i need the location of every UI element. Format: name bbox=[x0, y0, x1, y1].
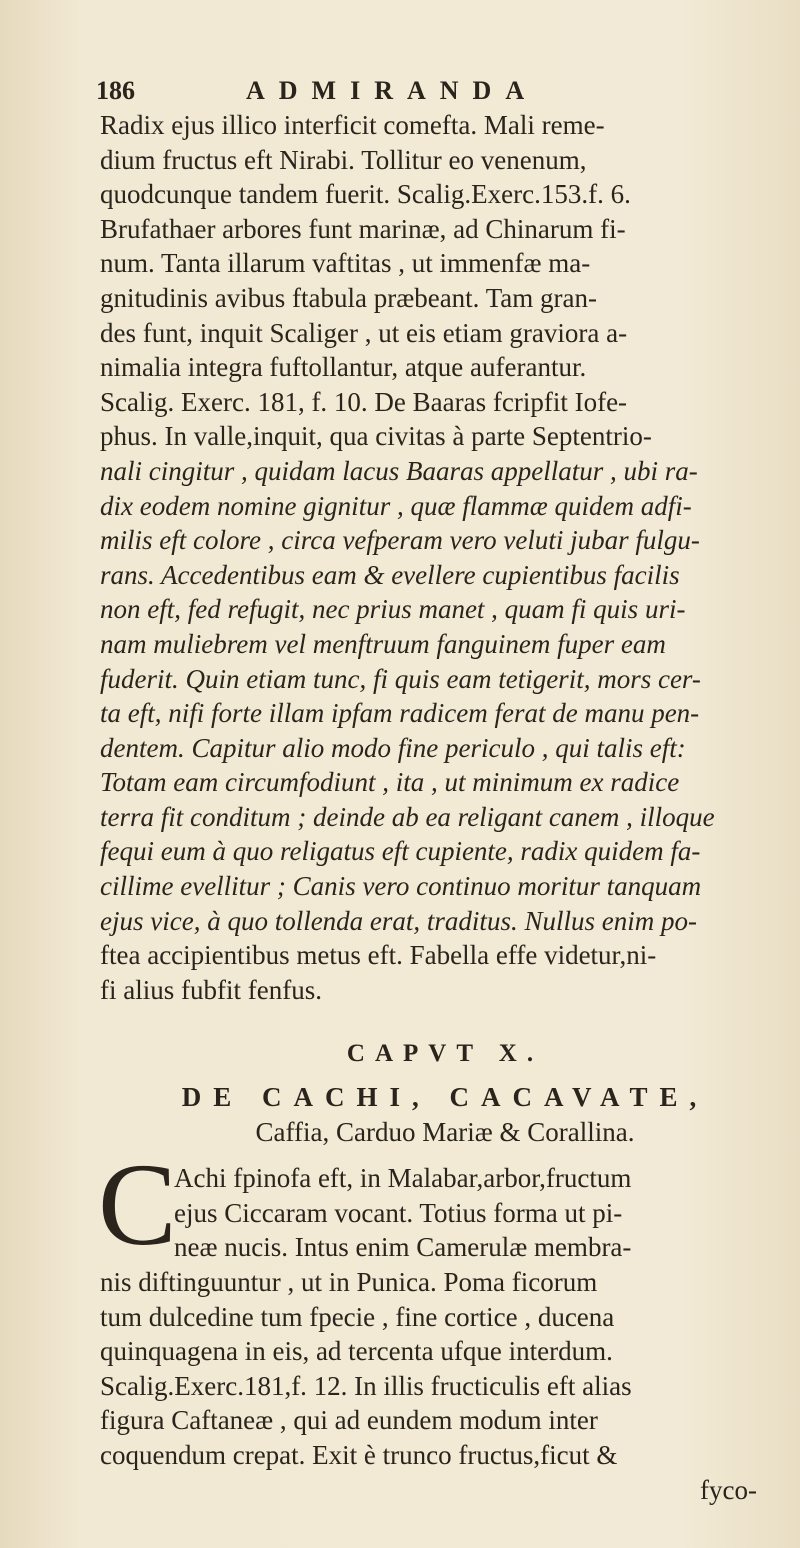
text-line: dium fructus eft Nirabi. Tollitur eo venenum, bbox=[100, 144, 587, 175]
text-line: num. Tanta illarum vaftitas , ut immenfæ ma- bbox=[100, 248, 591, 279]
catchword: fyco- bbox=[700, 1474, 757, 1505]
text-line: fequi eum à quo religatus eft cupiente, radix quidem fa- bbox=[100, 836, 701, 867]
text-line: fi alius fubfit fenfus. bbox=[100, 974, 322, 1005]
text-line: coquendum crepat. Exit è trunco fructus,ficut & bbox=[100, 1439, 618, 1470]
text-line: dix eodem nomine gignitur , quæ flammæ quidem adfi- bbox=[100, 490, 692, 521]
text-line: ta eft, nifi forte illam ipfam radicem ferat de manu pen- bbox=[100, 698, 700, 729]
text-line: milis eft colore , circa vefperam vero veluti jubar fulgu- bbox=[100, 525, 700, 556]
text-line: nis diftinguuntur , ut in Punica. Poma ficorum bbox=[100, 1267, 598, 1297]
text-line: fuderit. Quin etiam tunc, fi quis eam tetigerit, mors cer- bbox=[100, 663, 701, 694]
text-line: quinquagena in eis, ad tercenta ufque interdum. bbox=[100, 1336, 613, 1367]
text-line: Achi fpinofa eft, in Malabar,arbor,fructum bbox=[174, 1163, 632, 1194]
text-line: Scalig.Exerc.181,f. 12. In illis fructiculis eft alias bbox=[100, 1370, 632, 1401]
text-line: ftea accipientibus metus eft. Fabella effe videtur,ni- bbox=[100, 940, 657, 971]
text-line: nali cingitur , quidam lacus Baaras appellatur , ubi ra- bbox=[100, 455, 698, 486]
text-block bbox=[100, 108, 790, 1507]
text-line: phus. In valle,inquit, qua civitas à parte Septentrio- bbox=[100, 421, 652, 452]
chapter-heading: CAPVT X. bbox=[346, 1040, 544, 1068]
text-line: rans. Accedentibus eam & evellere cupientibus facilis bbox=[100, 559, 680, 590]
text-line: Scalig. Exerc. 181, f. 10. De Baaras fcripfit Iofe- bbox=[100, 386, 628, 417]
text-line: nimalia integra fuftollantur, atque auferantur. bbox=[100, 352, 587, 383]
text-line: tum dulcedine tum fpecie , fine cortice , ducena bbox=[100, 1301, 615, 1332]
text-line: ejus vice, à quo tollenda erat, traditus. Nullus enim po- bbox=[100, 905, 697, 936]
text-line: ejus Ciccaram vocant. Totius forma ut pi- bbox=[174, 1197, 623, 1228]
running-head bbox=[96, 76, 736, 106]
text-line: terra fit conditum ; deinde ab ea religant canem , illoque bbox=[100, 801, 715, 832]
chapter-title: DE CACHI, CACAVATE, bbox=[181, 1082, 709, 1113]
running-title: ADMIRANDA bbox=[246, 76, 539, 105]
text-line: cillime evellitur ; Canis vero continuo moritur tanquam bbox=[100, 871, 702, 902]
text-line: nam muliebrem vel menftruum fanguinem fuper eam bbox=[100, 628, 666, 659]
text-line: Brufathaer arbores funt marinæ, ad Chinarum fi- bbox=[100, 213, 626, 244]
text-line: dentem. Capitur alio modo fine periculo , qui talis eft: bbox=[100, 732, 686, 763]
text-line: quodcunque tandem fuerit. Scalig.Exerc.153.f. 6. bbox=[100, 179, 631, 210]
text-line: non eft, fed refugit, nec prius manet , quam fi quis uri- bbox=[100, 594, 686, 625]
text-line: gnitudinis avibus ftabula præbeant. Tam gran- bbox=[100, 282, 598, 313]
text-line: figura Caftaneæ , qui ad eundem modum inter bbox=[100, 1405, 598, 1436]
text-line: Totam eam circumfodiunt , ita , ut minimum ex radice bbox=[100, 767, 680, 798]
page-number: 186 bbox=[96, 76, 135, 105]
text-line: Radix ejus illico interficit comefta. Mali reme- bbox=[100, 110, 605, 140]
text-line: neæ nucis. Intus enim Camerulæ membra- bbox=[174, 1232, 632, 1263]
chapter-subtitle: Caffia, Carduo Mariæ & Corallina. bbox=[255, 1116, 635, 1147]
text-line: des funt, inquit Scaliger , ut eis etiam graviora a- bbox=[100, 317, 628, 348]
drop-cap: C bbox=[98, 1139, 177, 1270]
